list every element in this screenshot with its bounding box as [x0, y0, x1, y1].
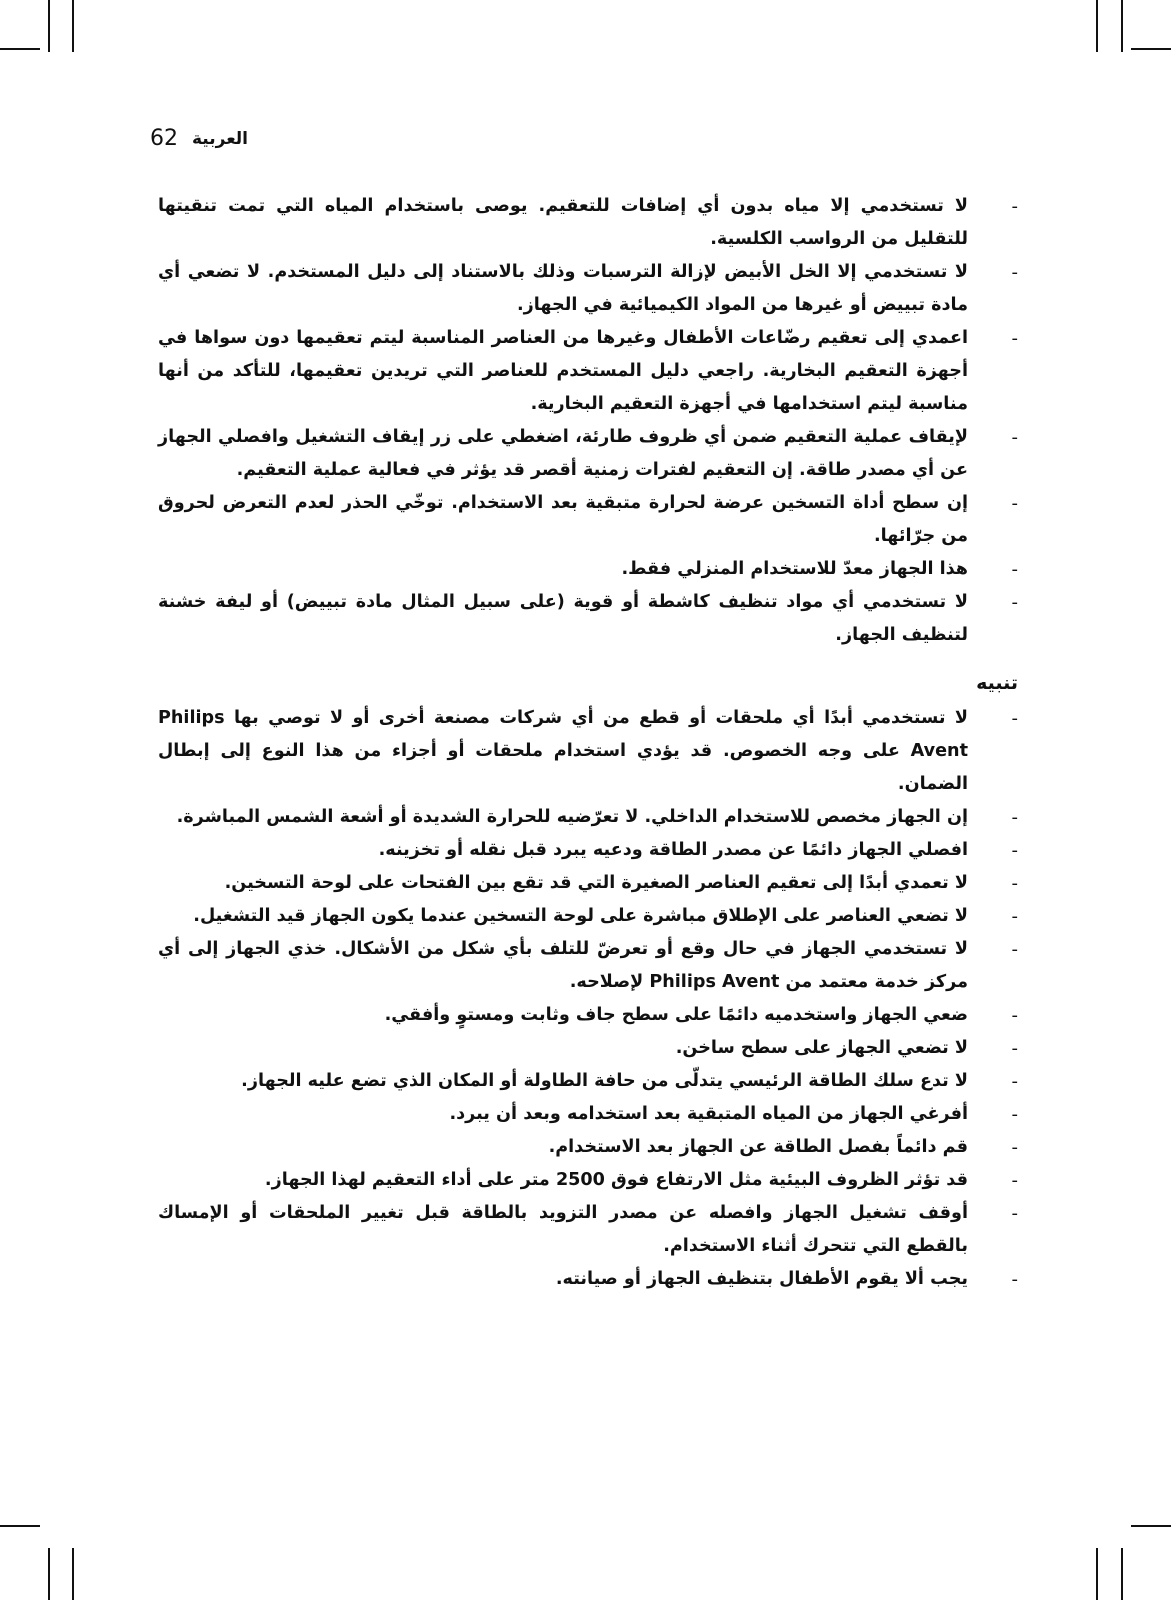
page-header [150, 126, 248, 151]
list-item: - لا تستخدمي الجهاز في حال وقع أو تعرضّ للتلف بأي شكل من الأشكال. خذي الجهاز إلى أي مركز خدمة معتمد من Philips Avent لإصلاحه. [158, 933, 1018, 999]
crop-mark [0, 1525, 40, 1527]
list-item: - إن سطح أداة التسخين عرضة لحرارة متبقية بعد الاستخدام. توخّي الحذر لعدم التعرض لحروق من جرّائها. [158, 487, 1018, 553]
bullet-dash: - [1011, 708, 1018, 729]
bullet-dash: - [1011, 906, 1018, 927]
crop-mark [72, 1548, 74, 1600]
caution-heading: تنبيه [976, 672, 1018, 694]
crop-mark [1131, 1525, 1171, 1527]
bullet-dash: - [1011, 1104, 1018, 1125]
safety-list [158, 190, 1018, 652]
bullet-dash: - [1011, 196, 1018, 217]
bullet-dash: - [1011, 1038, 1018, 1059]
bullet-dash: - [1011, 807, 1018, 828]
bullet-dash: - [1011, 592, 1018, 613]
language-label: العربية [192, 128, 249, 149]
bullet-dash: - [1011, 559, 1018, 580]
bullet-dash: - [1011, 840, 1018, 861]
list-item: - اعمدي إلى تعقيم رضّاعات الأطفال وغيرها من العناصر المناسبة ليتم تعقيمها دون سواها في أجهزة التعقيم البخارية. راجعي دليل المستخدم للعناصر التي تريدين تعقيمها، للتأكد من أنها مناسبة ليتم استخدامها في أجهزة التعقيم البخارية. [158, 322, 1018, 421]
list-item: - لا تستخدمي أي مواد تنظيف كاشطة أو قوية (على سبيل المثال مادة تبييض) أو ليفة خشنة لتنظيف الجهاز. [158, 586, 1018, 652]
list-item: - لا تستخدمي إلا الخل الأبيض لإزالة الترسبات وذلك بالاستناد إلى دليل المستخدم. لا تضعي أي مادة تبييض أو غيرها من المواد الكيميائية في الجهاز. [158, 256, 1018, 322]
document-body [158, 190, 1018, 1296]
crop-mark [0, 48, 40, 50]
bullet-dash: - [1011, 1203, 1018, 1224]
list-item: - أوقف تشغيل الجهاز وافصله عن مصدر التزويد بالطاقة قبل تغيير الملحقات أو الإمساك بالقطع التي تتحرك أثناء الاستخدام. [158, 1197, 1018, 1263]
bullet-dash: - [1011, 1269, 1018, 1290]
list-item: - ضعي الجهاز واستخدميه دائمًا على سطح جاف وثابت ومستوٍ وأفقي. [158, 999, 1018, 1032]
list-item: - أفرغي الجهاز من المياه المتبقية بعد استخدامه وبعد أن يبرد. [158, 1098, 1018, 1131]
crop-mark [72, 0, 74, 52]
bullet-dash: - [1011, 328, 1018, 349]
bullet-dash: - [1011, 939, 1018, 960]
list-item: - هذا الجهاز معدّ للاستخدام المنزلي فقط. [158, 553, 1018, 586]
list-item: - لا تعمدي أبدًا إلى تعقيم العناصر الصغيرة التي قد تقع بين الفتحات على لوحة التسخين. [158, 867, 1018, 900]
crop-mark [1096, 1548, 1098, 1600]
list-item: - إن الجهاز مخصص للاستخدام الداخلي. لا تعرّضيه للحرارة الشديدة أو أشعة الشمس المباشرة. [158, 801, 1018, 834]
list-item: - قم دائماً بفصل الطاقة عن الجهاز بعد الاستخدام. [158, 1131, 1018, 1164]
crop-mark [1121, 0, 1123, 52]
crop-mark [1096, 0, 1098, 52]
bullet-dash: - [1011, 1005, 1018, 1026]
list-item: - لا تستخدمي أبدًا أي ملحقات أو قطع من أي شركات مصنعة أخرى أو لا توصي بها Philips Avent على وجه الخصوص. قد يؤدي استخدام ملحقات أو أجزاء من هذا النوع إلى إبطال الضمان. [158, 702, 1018, 801]
list-item: - لإيقاف عملية التعقيم ضمن أي ظروف طارئة، اضغطي على زر إيقاف التشغيل وافصلي الجهاز عن أي مصدر طاقة. إن التعقيم لفترات زمنية أقصر قد يؤثر في فعالية عملية التعقيم. [158, 421, 1018, 487]
list-item: - لا تضعي الجهاز على سطح ساخن. [158, 1032, 1018, 1065]
crop-mark [1131, 48, 1171, 50]
page-number: 62 [150, 126, 178, 151]
list-item: - لا تستخدمي إلا مياه بدون أي إضافات للتعقيم. يوصى باستخدام المياه التي تمت تنقيتها للتقليل من الرواسب الكلسية. [158, 190, 1018, 256]
bullet-dash: - [1011, 427, 1018, 448]
crop-mark [1121, 1548, 1123, 1600]
bullet-dash: - [1011, 1170, 1018, 1191]
list-item: - يجب ألا يقوم الأطفال بتنظيف الجهاز أو صيانته. [158, 1263, 1018, 1296]
bullet-dash: - [1011, 493, 1018, 514]
caution-list [158, 702, 1018, 1296]
bullet-dash: - [1011, 1137, 1018, 1158]
bullet-dash: - [1011, 262, 1018, 283]
bullet-dash: - [1011, 1071, 1018, 1092]
bullet-dash: - [1011, 873, 1018, 894]
crop-mark [48, 1548, 50, 1600]
crop-mark [48, 0, 50, 52]
list-item: - لا تضعي العناصر على الإطلاق مباشرة على لوحة التسخين عندما يكون الجهاز قيد التشغيل. [158, 900, 1018, 933]
list-item: - افصلي الجهاز دائمًا عن مصدر الطاقة ودعيه يبرد قبل نقله أو تخزينه. [158, 834, 1018, 867]
list-item: - لا تدع سلك الطاقة الرئيسي يتدلّى من حافة الطاولة أو المكان الذي تضع عليه الجهاز. [158, 1065, 1018, 1098]
list-item: - قد تؤثر الظروف البيئية مثل الارتفاع فوق 2500 متر على أداء التعقيم لهذا الجهاز. [158, 1164, 1018, 1197]
